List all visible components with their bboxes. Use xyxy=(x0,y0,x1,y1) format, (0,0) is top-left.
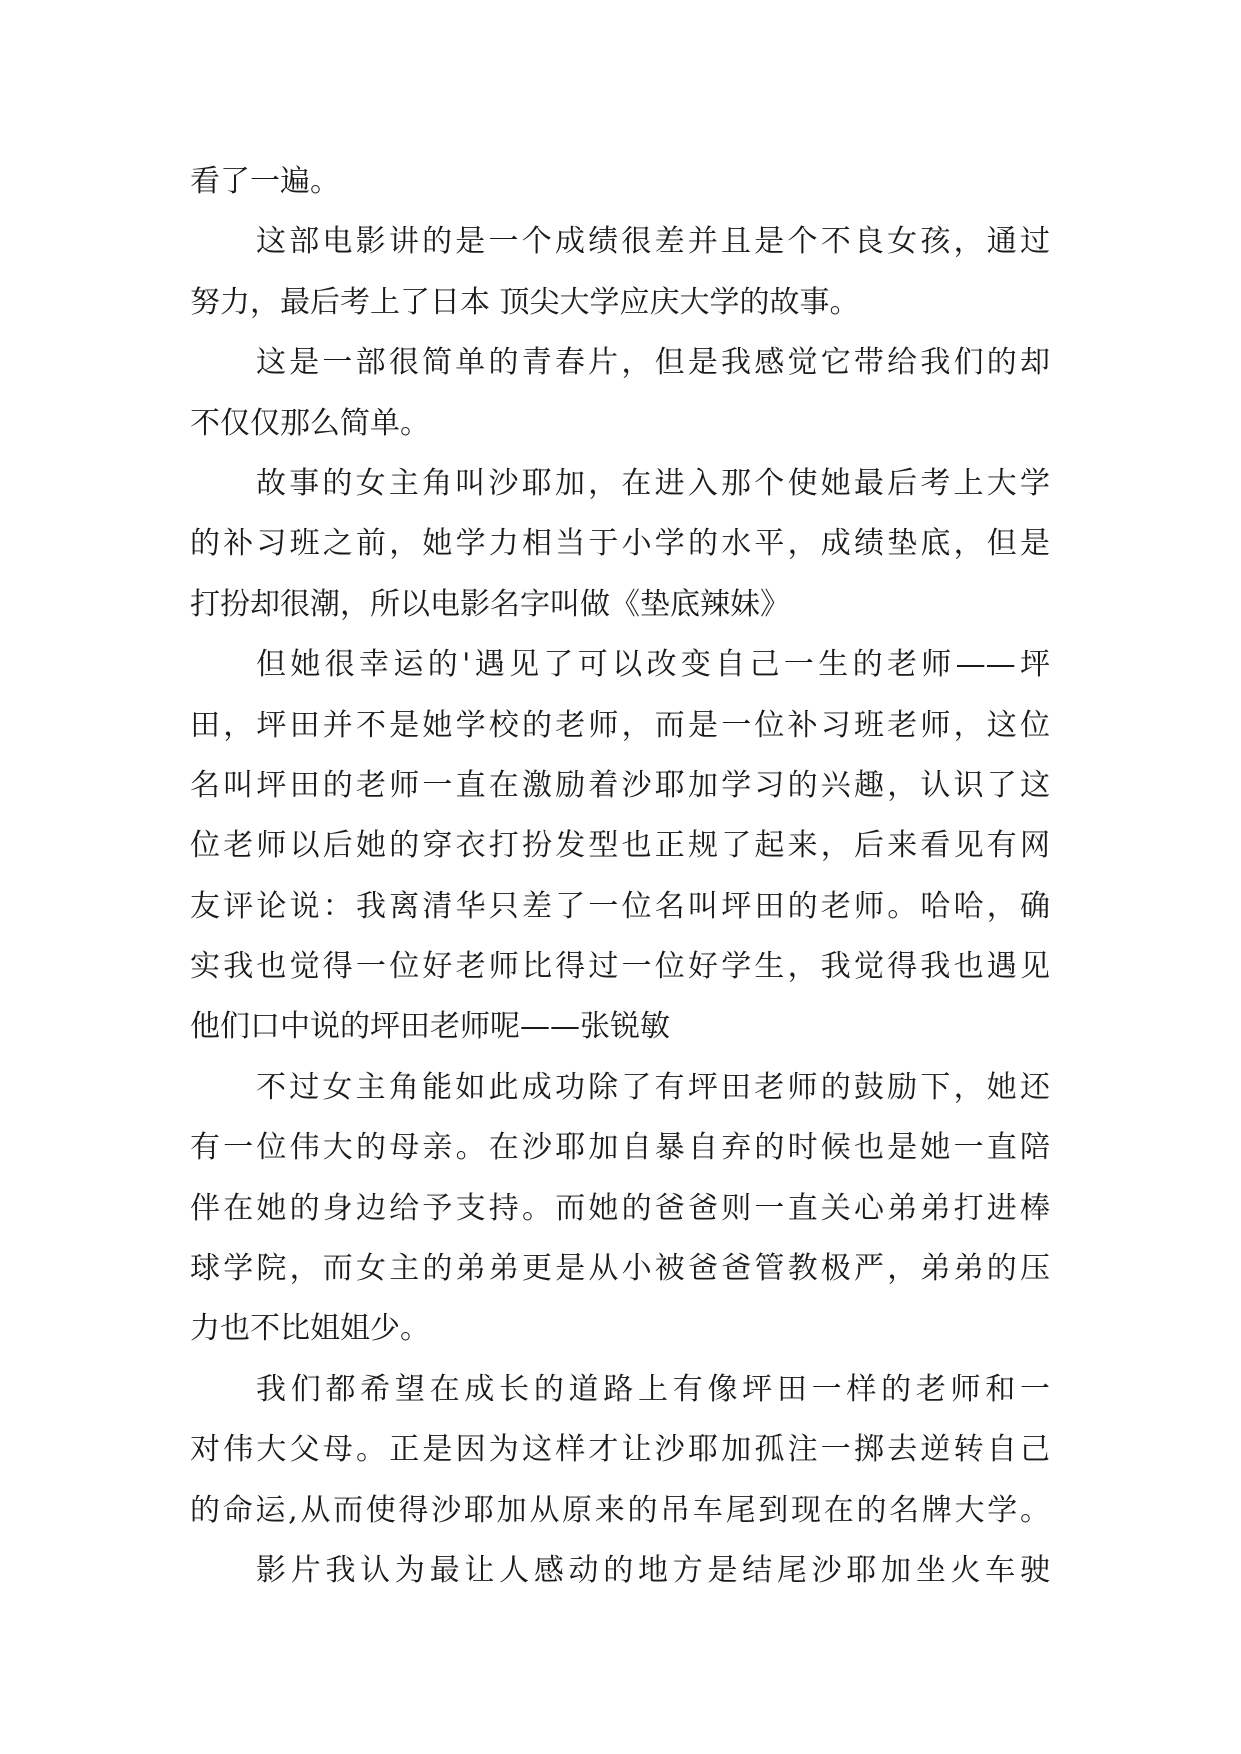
document-text-line: 努力，最后考上了日本 顶尖大学应庆大学的故事。 xyxy=(190,284,860,320)
document-text-line: 但她很幸运的'遇见了可以改变自己一生的老师——坪 xyxy=(256,647,1050,683)
document-text-line: 看了一遍。 xyxy=(190,164,340,199)
document-text-line: 的命运,从而使得沙耶加从原来的吊车尾到现在的名牌大学。 xyxy=(190,1492,1050,1528)
document-text-line: 对伟大父母。正是因为这样才让沙耶加孤注一掷去逆转自己 xyxy=(190,1432,1050,1468)
document-text-line: 的补习班之前，她学力相当于小学的水平，成绩垫底，但是 xyxy=(190,526,1050,562)
document-text-line: 球学院，而女主的弟弟更是从小被爸爸管教极严，弟弟的压 xyxy=(190,1251,1050,1287)
document-text-line: 位老师以后她的穿衣打扮发型也正规了起来，后来看见有网 xyxy=(190,828,1050,864)
document-text-line: 有一位伟大的母亲。在沙耶加自暴自弃的时候也是她一直陪 xyxy=(190,1130,1050,1166)
document-text-line: 田，坪田并不是她学校的老师，而是一位补习班老师，这位 xyxy=(190,707,1050,743)
document-body xyxy=(190,152,1050,1601)
document-text-line: 他们口中说的坪田老师呢——张锐敏 xyxy=(190,1009,670,1045)
document-text-line: 这是一部很简单的青春片，但是我感觉它带给我们的却 xyxy=(256,345,1050,381)
document-text-line: 不仅仅那么简单。 xyxy=(190,405,430,441)
document-text-line: 力也不比姐姐少。 xyxy=(190,1311,430,1347)
document-text-line: 名叫坪田的老师一直在激励着沙耶加学习的兴趣，认识了这 xyxy=(190,767,1050,803)
document-text-line: 这部电影讲的是一个成绩很差并且是个不良女孩，通过 xyxy=(256,224,1050,260)
document-text-line: 打扮却很潮，所以电影名字叫做《垫底辣妹》 xyxy=(190,586,790,622)
document-text-line: 故事的女主角叫沙耶加，在进入那个使她最后考上大学 xyxy=(256,465,1050,501)
document-text-line: 友评论说：我离清华只差了一位名叫坪田的老师。哈哈，确 xyxy=(190,888,1050,924)
document-text-line: 伴在她的身边给予支持。而她的爸爸则一直关心弟弟打进棒 xyxy=(190,1190,1050,1226)
document-text-line: 我们都希望在成长的道路上有像坪田一样的老师和一 xyxy=(256,1371,1050,1407)
document-text-line: 影片我认为最让人感动的地方是结尾沙耶加坐火车驶 xyxy=(256,1552,1050,1588)
document-text-line: 不过女主角能如此成功除了有坪田老师的鼓励下，她还 xyxy=(256,1069,1050,1105)
document-text-line: 实我也觉得一位好老师比得过一位好学生，我觉得我也遇见 xyxy=(190,949,1050,985)
